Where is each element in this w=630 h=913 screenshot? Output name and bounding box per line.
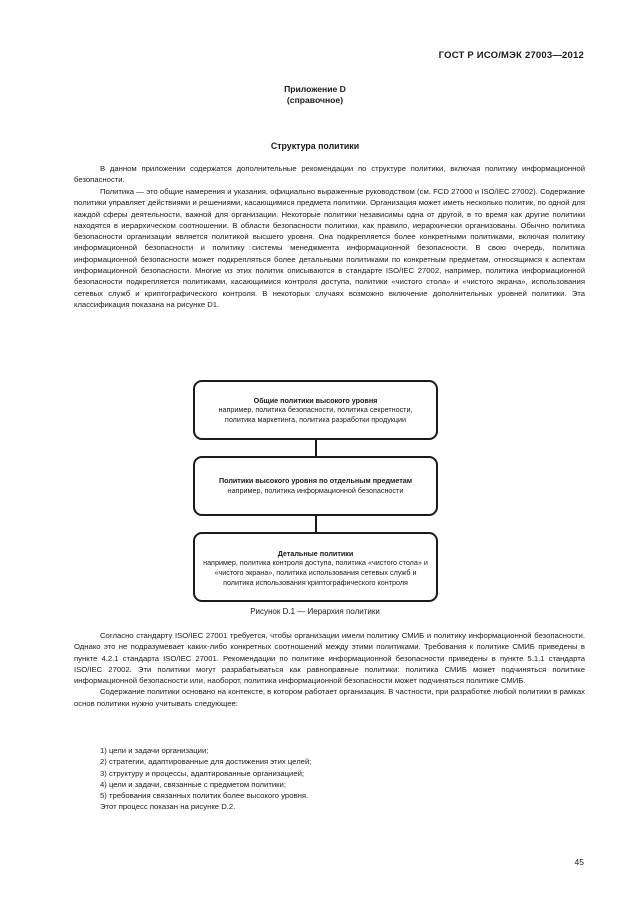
box-text: например, политика безопасности, политика секретности, политика маркетинга, политика разработки продукции — [218, 405, 413, 424]
connector-line — [315, 516, 317, 532]
annex-type: (справочное) — [286, 95, 344, 105]
standard-code: ГОСТ Р ИСО/МЭК 27003—2012 — [438, 50, 584, 61]
hierarchy-box-general — [193, 380, 438, 440]
policy-hierarchy-figure — [0, 378, 630, 588]
intro-paragraph — [74, 163, 585, 186]
box-text: например, политика информационной безопасности — [227, 486, 404, 495]
list-item: 4) цели и задачи, связанные с предметом политики; — [100, 779, 286, 789]
annex-title: Приложение D — [284, 84, 346, 94]
paragraph: Согласно стандарту ISO/IEC 27001 требуется, чтобы организации имели политику СМИБ и политику информационной безопасности. Однако это не подразумевает каких-либо конкретных соотношений между этими политиками. Требования к политике СМИБ приведены в пункте 4.2.1 стандарта ISO/IEC 27001. Рекомендации по политике информационной безопасности приведены в пункте 5.1.1 стандарта ISO/IEC 27002. Эти политики могут разрабатываться как равноправные политики: политика СМИБ может подчиняться политике информационной безопасности или, наоборот, политика информационной безопасности может подчиняться политике СМИБ. — [74, 631, 585, 686]
list-item: 3) структуру и процессы, адаптированные организацией; — [100, 768, 305, 778]
list-item: 2) стратегии, адаптированные для достижения этих целей; — [100, 757, 312, 767]
hierarchy-box-topic — [193, 456, 438, 516]
connector-line — [315, 440, 317, 456]
paragraph: Содержание политики основано на контексте, в котором работает организация. В частности, при разработке любой политики в рамках основ политики нужно учитывать следующее: — [74, 687, 585, 708]
box-text: например, политика контроля доступа, политика «чистого стола» и «чистого экрана», политика использования сетевых служб и политика использования криптографического контроля — [203, 558, 428, 587]
list-item: 1) цели и задачи организации; — [100, 746, 209, 755]
paragraph: Политика — это общие намерения и указания, официально выраженные руководством (см. FCD 27000 и ISO/IEC 27002). Содержание политики управляет действиями и решениями, касающимися предмета политики. Организация может иметь несколько политик, по одной для каждой сферы деятельности, важной для организации. Некоторые политики независимы одна от другой, в то время как другие политики находятся в иерархическом соотношении. В области безопасности политики, как правило, иерархически организованы. Обычно политика безопасности организации является политикой высшего уровня. Она подкрепляется более конкретными политиками, включая политику информационной безопасности и политику системы менеджмента информационной безопасности. В свою очередь, политика информационной безопасности может подкрепляться более детальными политиками по конкретным предметам, относящимся к аспектам информационной безопасности. Многие из этих политик описываются в стандарте ISO/IEC 27002, например, политика информационной безопасности подкрепляется политиками, касающимися контроля доступа, политики «чистого стола» и «чистого экрана», использования сетевых служб и криптографического контроля. В некоторых случаях возможно включение дополнительных уровней политики. Эта классификация показана на рисунке D1. — [74, 187, 585, 309]
list-item: 5) требования связанных политик более высокого уровня. — [100, 791, 309, 801]
box-heading: Детальные политики — [277, 548, 354, 558]
section-title: Структура политики — [270, 141, 360, 151]
box-heading: Политики высокого уровня по отдельным предметам — [218, 476, 413, 486]
list-item: Этот процесс показан на рисунке D.2. — [100, 802, 236, 812]
bottom-paragraphs — [74, 630, 585, 709]
paragraph: В данном приложении содержатся дополнительные рекомендации по структуре политики, включая политику информационной безопасности. — [74, 164, 585, 185]
page-number: 45 — [574, 857, 584, 867]
policy-paragraph — [74, 186, 585, 310]
box-heading: Общие политики высокого уровня — [253, 395, 378, 405]
figure-caption: Рисунок D.1 — Иерархия политики — [250, 607, 380, 616]
hierarchy-box-detailed — [193, 532, 438, 602]
considerations-list — [74, 745, 311, 813]
